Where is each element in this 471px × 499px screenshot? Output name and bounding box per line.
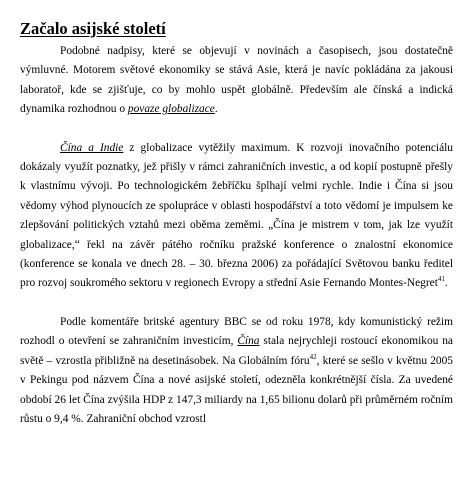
paragraph-bbc-text-2: stala nejrychleji rostoucí ekonomikou na světě – vzrostla přibližně na desetinásobek. Na Globálním fóru <box>20 335 453 367</box>
paragraph-china-india-end: . <box>444 277 448 290</box>
link-cina[interactable]: Čína <box>237 335 260 348</box>
paragraph-bbc <box>20 313 453 429</box>
paragraph-china-india <box>20 139 453 294</box>
paragraph-intro-end: . <box>214 103 218 116</box>
paragraph-bbc-text-1: Podle komentáře britské agentury BBC se od roku 1978, kdy komunistický režim rozhodl o otevření se zahraničním investicím, <box>20 315 453 348</box>
paragraph-china-india-text: z globalizace vytěžily maximum. K rozvoji inovačního potenciálu dokázaly využít poznatky, jež přišly v rámci zahraničních investic, a od kopií postupně přešly k vlastnímu vývoji. Po technologickém žebříčku šplhají velmi rychle. Indie i Čína si jsou vědomy výhod plynoucích ze spolupráce v oblasti hospodářství a toto vědomí je impulsem ke zlepšování politických vztahů mezi oběma zeměmi. „Čína je mistrem v tom, jak lze využít globalizace,“ řekl na závěr pátého ročníku pražské konference o znalostní ekonomice (konference se konala ve dnech 28. – 30. března 2006) za pořádající Světovou banku ředitel pro rozvoj soukromého sektoru v regionech Evropy a střední Asie Fernando Montes-Negret <box>20 141 453 290</box>
paragraph-intro <box>20 42 453 120</box>
footnote-42[interactable]: 42 <box>309 352 317 361</box>
footnote-41[interactable]: 41 <box>437 275 445 284</box>
paragraph-gap <box>20 294 453 313</box>
paragraph-intro-text: Podobné nadpisy, které se objevují v novinách a časopisech, jsou dostatečně výmluvné. Motorem světové ekonomiky se stává Asie, která je navíc pokládána za jakousi laboratoř, kde se zjišťuje, co by mohlo uspět globálně. Především ale čínská a indická dynamika rozhodnou o <box>20 45 453 116</box>
paragraph-gap <box>20 120 453 139</box>
page-title: Začalo asijské století <box>20 19 166 38</box>
link-cina-a-indie[interactable]: Čína a Indie <box>60 141 124 154</box>
link-povaze-globalizace[interactable]: povaze globalizace <box>127 103 215 116</box>
paragraph-bbc-text-3: , které se sešlo v květnu 2005 v Pekingu pod názvem Čína a nové asijské století, odezněla konkrétnější čísla. Za uvedené období 26 let Čína zvýšila HDP z 147,3 miliardy na 1,65 bilionu dolarů při průměrném ročním růstu o 9,4 %. Zahraniční obchod vzrostl <box>20 354 453 425</box>
